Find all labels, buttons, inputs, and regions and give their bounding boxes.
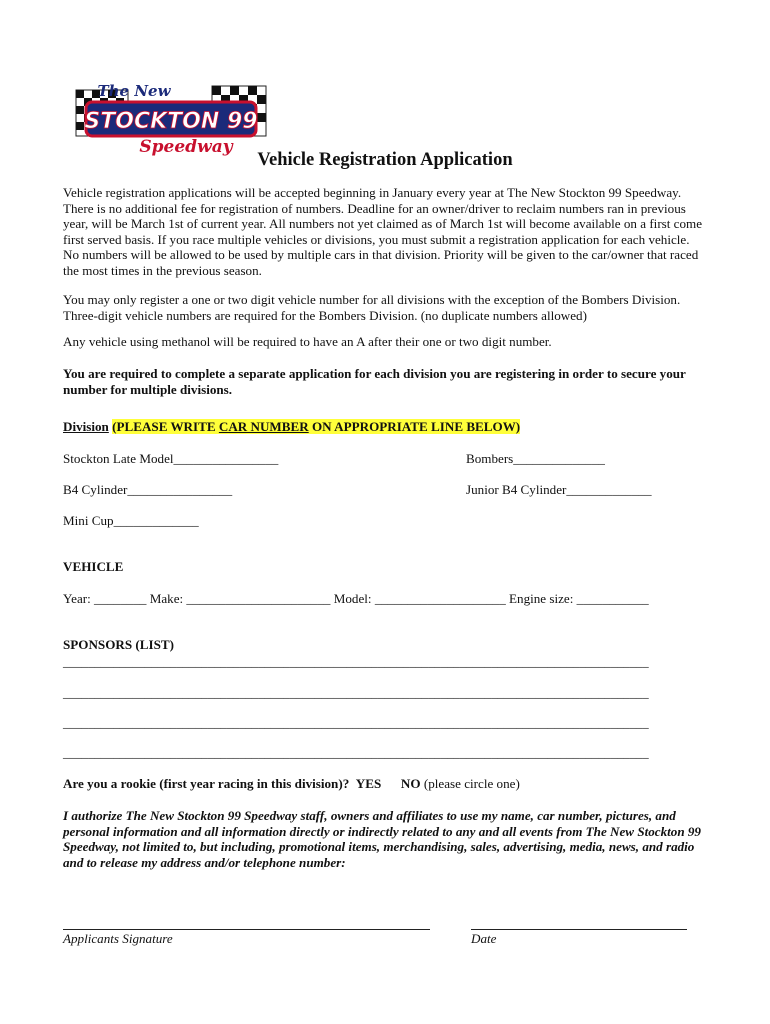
division-instruction: (PLEASE WRITE CAR NUMBER ON APPROPRIATE LINE BELOW) xyxy=(112,419,521,434)
division-late-model-field[interactable]: Stockton Late Model________________ xyxy=(63,451,279,466)
division-junior-b4-field[interactable]: Junior B4 Cylinder_____________ xyxy=(466,482,652,497)
separate-application-note: You are required to complete a separate application for each division you are registering in order to secure your number for multiple divisions. xyxy=(63,366,686,397)
date-label: Date xyxy=(471,931,497,946)
applicant-signature-line[interactable] xyxy=(63,929,430,930)
vehicle-fields[interactable]: Year: ________ Make: ______________________ Model: ____________________ Engine size: ___________ xyxy=(63,591,649,606)
division-mini-cup-field[interactable]: Mini Cup_____________ xyxy=(63,513,199,528)
division-heading xyxy=(63,419,520,435)
rookie-question: Are you a rookie (first year racing in this division)? xyxy=(63,776,350,791)
sponsor-line[interactable]: _____________________________________________________________________________________________ xyxy=(63,716,649,730)
division-bombers-field[interactable]: Bombers______________ xyxy=(466,451,605,466)
page-title: Vehicle Registration Application xyxy=(257,150,513,170)
number-digits-rule: You may only register a one or two digit vehicle number for all divisions with the exception of the Bombers Division. Three-digit vehicle numbers are required for the Bombers Division. (no duplicate numbers allowed) xyxy=(63,292,681,323)
division-b4-field[interactable]: B4 Cylinder________________ xyxy=(63,482,233,497)
applicant-signature-label: Applicants Signature xyxy=(63,931,173,946)
sponsors-heading: SPONSORS (LIST) xyxy=(63,637,174,652)
vehicle-heading: VEHICLE xyxy=(63,559,124,574)
sponsor-line[interactable]: _____________________________________________________________________________________________ xyxy=(63,746,649,760)
methanol-rule: Any vehicle using methanol will be required to have an A after their one or two digit number. xyxy=(63,334,552,349)
division-label: Division xyxy=(63,419,109,434)
svg-text:The New: The New xyxy=(97,82,171,100)
authorization-statement: I authorize The New Stockton 99 Speedway staff, owners and affiliates to use my name, car number, pictures, and personal information and all information directly or indirectly related to any and all events from The New Stockton 99 Speedway, not limited to, but including, promotional items, merchandising, sales, advertising, media, news, and radio and to release my address and/or telephone number: xyxy=(63,808,701,870)
svg-text:Speedway: Speedway xyxy=(139,137,233,156)
intro-paragraph: Vehicle registration applications will be accepted beginning in January every year at The New Stockton 99 Speedway. There is no additional fee for registration of numbers. Deadline for an owner/driver to reclaim numbers ran in previous year, will be March 1st of current year. All numbers not yet claimed as of March 1st will become available on a first come first served basis. If you race multiple vehicles or divisions, you must submit a registration application for each vehicle. No numbers will be allowed to be used by multiple cars in that division. Priority will be given to the car/owner that raced the most times in the previous season. xyxy=(63,185,703,278)
rookie-note: (please circle one) xyxy=(423,776,520,791)
rookie-no-option[interactable]: NO xyxy=(400,776,421,791)
sponsor-line[interactable]: _____________________________________________________________________________________________ xyxy=(63,686,649,700)
speedway-logo xyxy=(74,76,270,156)
sponsor-line[interactable]: _____________________________________________________________________________________________ xyxy=(63,655,649,669)
rookie-question-row xyxy=(63,776,520,792)
svg-text:STOCKTON 99: STOCKTON 99 xyxy=(84,109,258,134)
rookie-yes-option[interactable]: YES xyxy=(355,776,382,791)
date-line[interactable] xyxy=(471,929,687,930)
